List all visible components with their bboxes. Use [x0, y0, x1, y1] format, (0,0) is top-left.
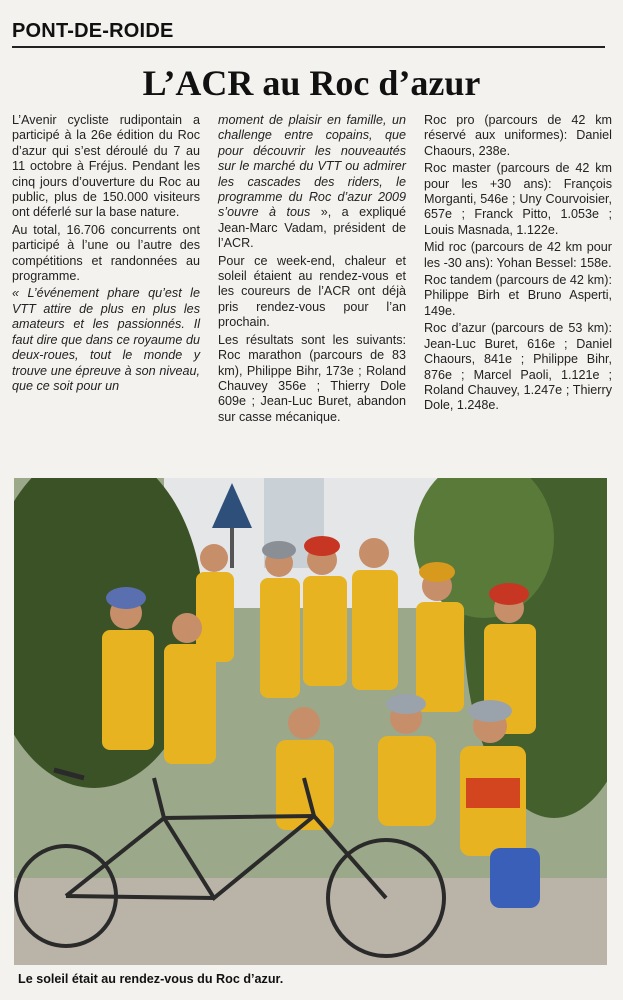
- article-column-3: [424, 113, 612, 416]
- quote-text: moment de plaisir en famille, un challenge entre copains, que pour découvrir les nouveautés sur le marché du VTT ou admirer les cascades des riders, le programme du Roc d’azur 2009 s’ouvre à tous: [218, 113, 406, 220]
- paragraph: L’Avenir cycliste rudipontain a participé à la 26e édition du Roc d’azur qui s’est déroulé du 7 au 11 octobre à Fréjus. Pendant les cinq jours d’ouverture du Roc au public, plus de 150.000 visiteurs ont déferlé sur la base nature.: [12, 113, 200, 220]
- results-paragraph: Roc tandem (parcours de 42 km): Philippe Birh et Bruno Asperti, 149e.: [424, 273, 612, 318]
- article-column-2: [218, 113, 406, 427]
- team-photo: [14, 478, 607, 965]
- results-paragraph: Roc d’azur (parcours de 53 km): Jean-Luc Buret, 616e ; Daniel Chaours, 841e ; Philippe Bihr, 876e ; Marcel Paoli, 1.121e ; Roland Chauvey, 1.247e ; Thierry Dole, 1.248e.: [424, 321, 612, 413]
- quote-attribution: », a expliqué Jean-Marc Vadam, président de l’ACR.: [218, 205, 407, 251]
- header-rule: [12, 46, 605, 48]
- section-label: PONT-DE-ROIDE: [12, 20, 174, 42]
- results-paragraph: Les résultats sont les suivants: Roc marathon (parcours de 83 km), Philippe Bihr, 173e ; Roland Chauvey 356e ; Thierry Dole 609e ; Jean-Luc Buret, abandon sur casse mécanique.: [218, 332, 406, 424]
- results-paragraph: Mid roc (parcours de 42 km pour les -30 ans): Yohan Bessel: 158e.: [424, 240, 612, 270]
- quote-paragraph: [218, 113, 406, 252]
- results-paragraph: Roc pro (parcours de 42 km réservé aux uniformes): Daniel Chaours, 238e.: [424, 113, 612, 158]
- article-column-1: [12, 113, 200, 396]
- paragraph: Au total, 16.706 concurrents ont participé à l’une ou l’autre des compétitions et randonnées au programme.: [12, 222, 200, 284]
- paragraph: Pour ce week-end, chaleur et soleil étaient au rendez-vous et les coureurs de l’ACR ont déjà pris rendez-vous pour l’an prochain.: [218, 253, 406, 330]
- article-headline: L’ACR au Roc d’azur: [142, 63, 481, 103]
- photo-caption: Le soleil était au rendez-vous du Roc d’azur.: [18, 972, 284, 986]
- quote-paragraph: « L’événement phare qu’est le VTT attire de plus en plus les amateurs et les passionnés. Il faut dire que dans ce royaume du deux-roues, tout le monde y trouve une épreuve à son niveau, que ce soit pour un: [12, 286, 200, 393]
- results-paragraph: Roc master (parcours de 42 km pour les +30 ans): François Morganti, 546e ; Uny Courvoisier, 657e ; Franck Pitto, 1.053e ; Louis Masnada, 1.122e.: [424, 161, 612, 237]
- team-photo-illustration: [14, 478, 607, 965]
